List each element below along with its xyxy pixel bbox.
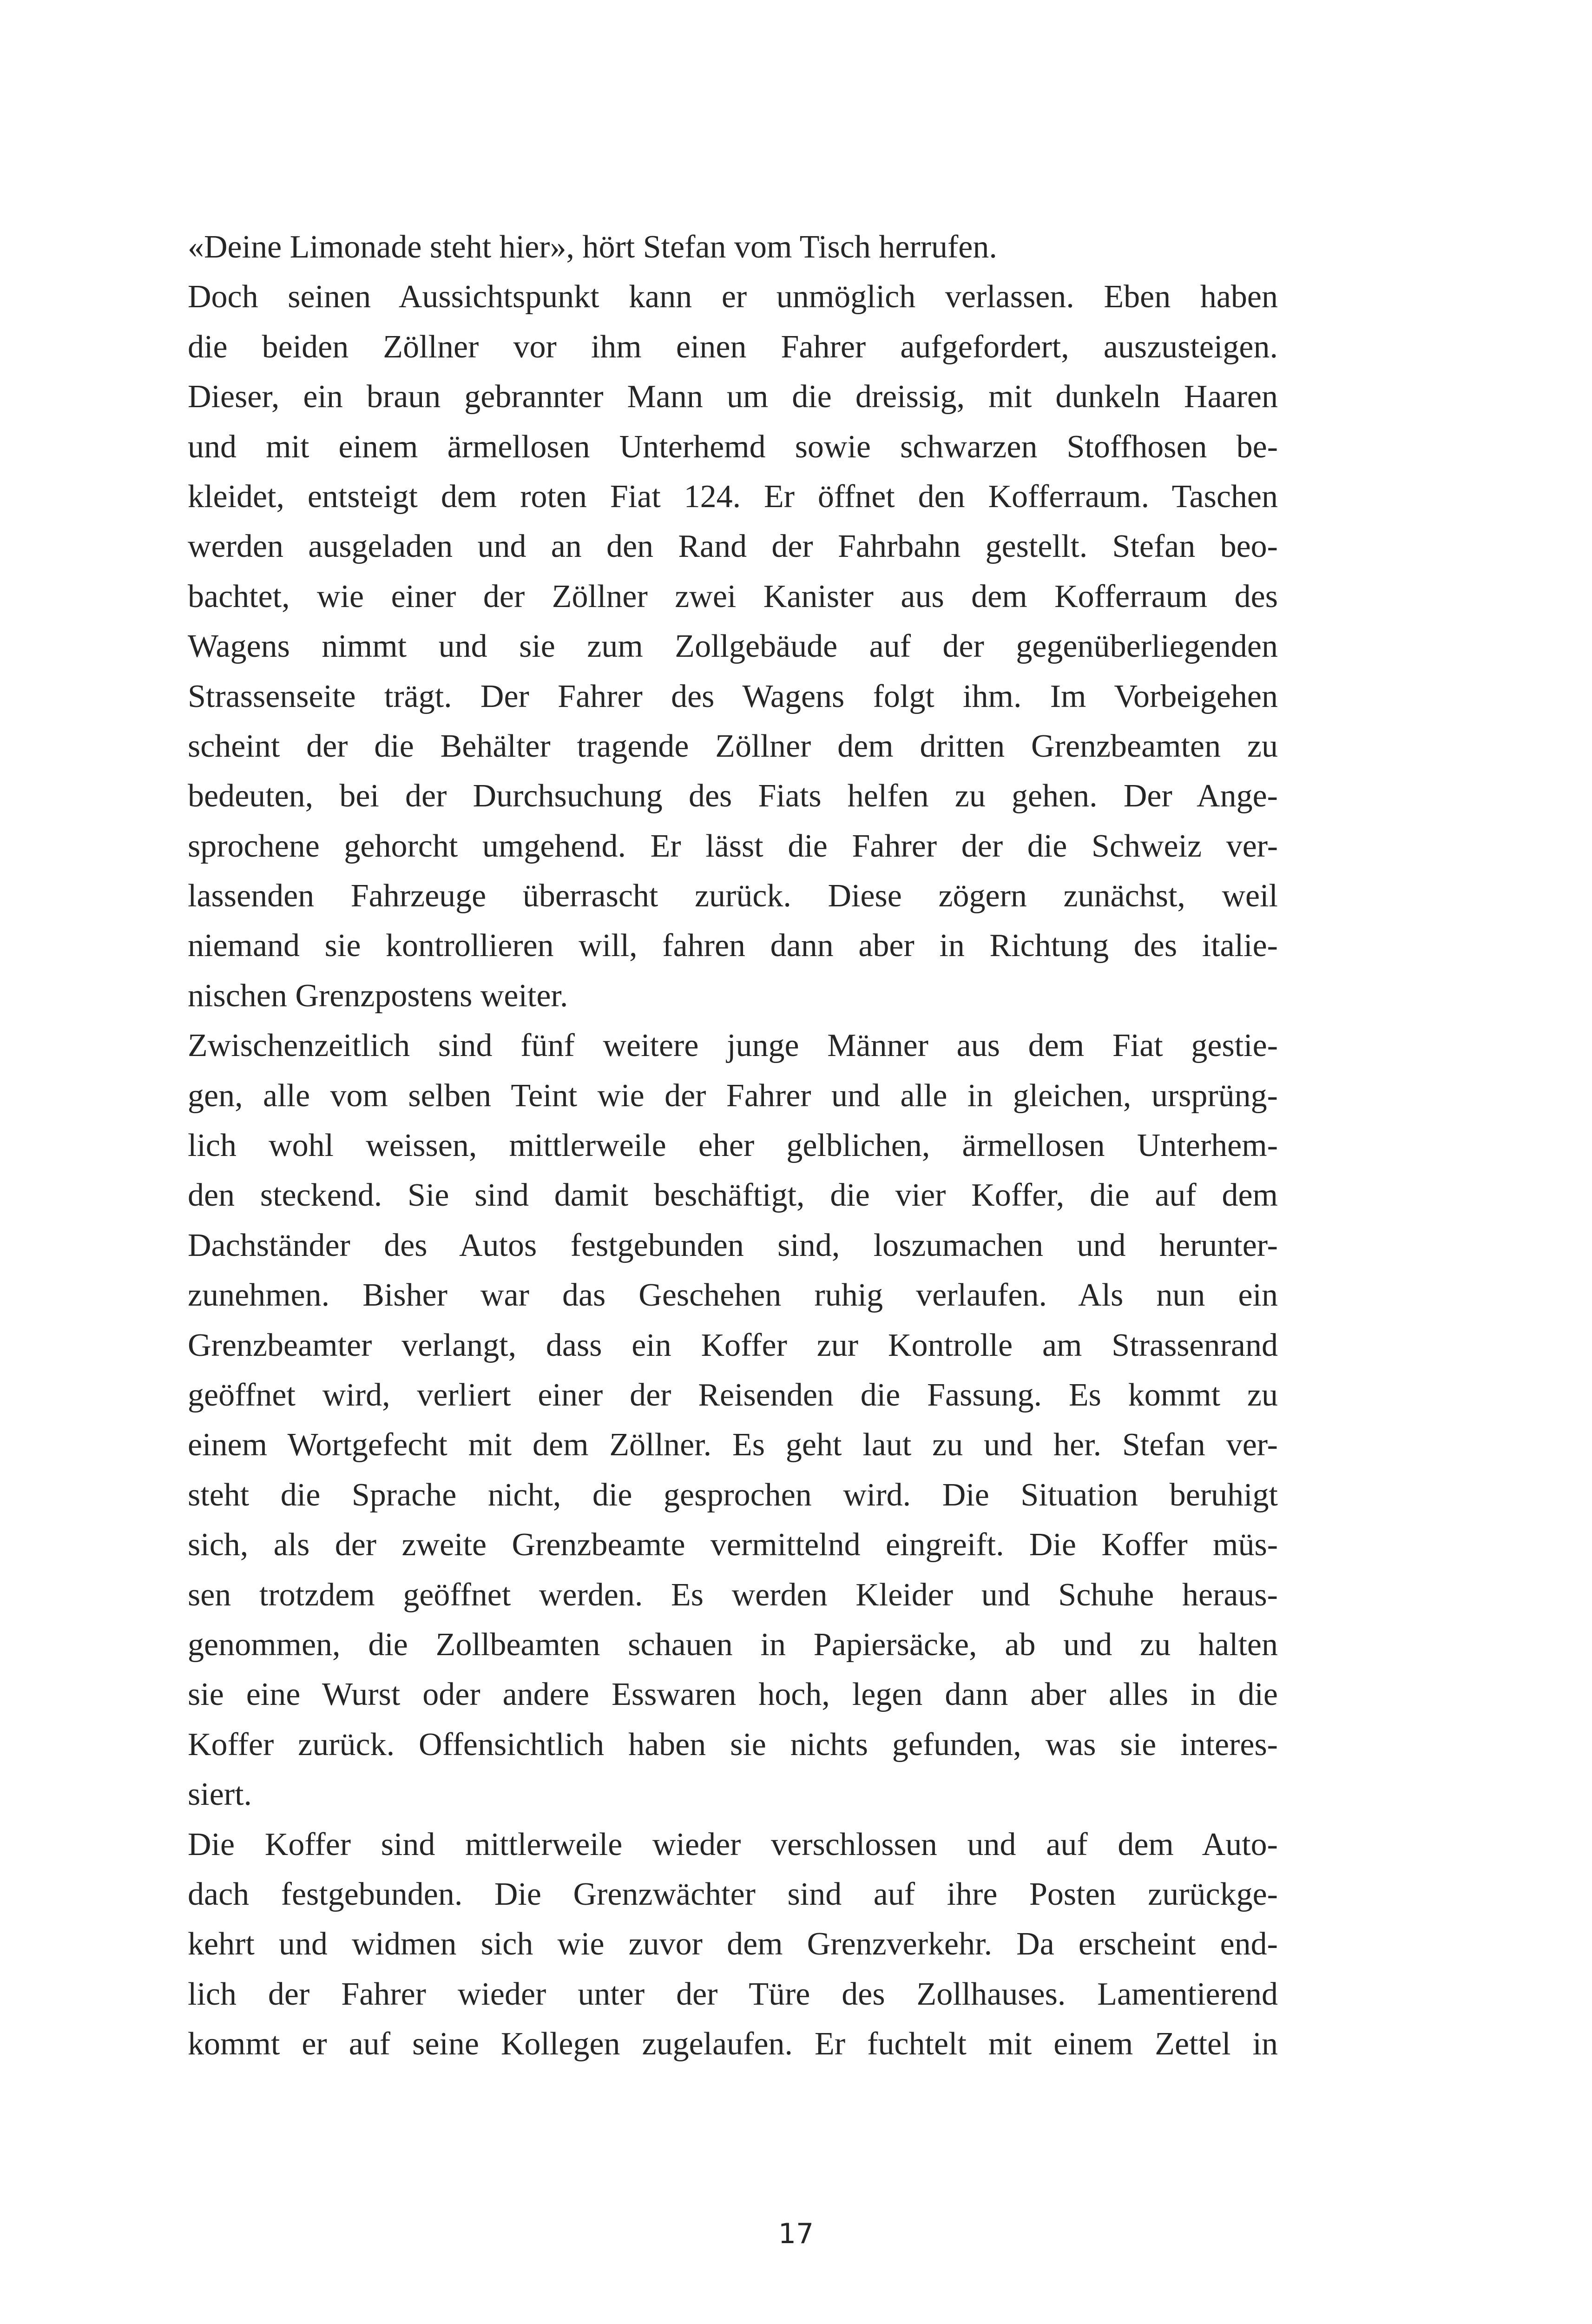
text-line: zunehmen. Bisher war das Geschehen ruhig verlaufen. Als nun ein	[188, 1277, 1278, 1314]
text-line: kleidet, entsteigt dem roten Fiat 124. Er öffnet den Kofferraum. Taschen	[188, 478, 1278, 515]
paragraph	[188, 222, 1278, 272]
text-line: Zwischenzeitlich sind fünf weitere junge Männer aus dem Fiat gestie-	[188, 1028, 1278, 1064]
text-line: bachtet, wie einer der Zöllner zwei Kanister aus dem Kofferraum des	[188, 578, 1278, 614]
paragraph	[188, 1820, 1278, 2069]
text-line: Dieser, ein braun gebrannter Mann um die dreissig, mit dunkeln Haaren	[188, 379, 1278, 415]
text-line: siert.	[188, 1776, 252, 1813]
paragraph	[188, 1021, 1278, 1819]
text-line: einem Wortgefecht mit dem Zöllner. Es geht laut zu und her. Stefan ver-	[188, 1427, 1278, 1463]
text-line: sen trotzdem geöffnet werden. Es werden Kleider und Schuhe heraus-	[188, 1577, 1278, 1613]
text-line: sie eine Wurst oder andere Esswaren hoch, legen dann aber alles in die	[188, 1677, 1278, 1713]
text-line: kommt er auf seine Kollegen zugelaufen. Er fuchtelt mit einem Zettel in	[188, 2026, 1278, 2062]
text-line: gen, alle vom selben Teint wie der Fahrer und alle in gleichen, ursprüng-	[188, 1077, 1278, 1114]
text-line: bedeuten, bei der Durchsuchung des Fiats helfen zu gehen. Der Ange-	[188, 778, 1278, 814]
text-line: werden ausgeladen und an den Rand der Fahrbahn gestellt. Stefan beo-	[188, 528, 1278, 565]
page-number: 17	[778, 2218, 814, 2250]
text-line: Wagens nimmt und sie zum Zollgebäude auf der gegenüberliegenden	[188, 628, 1278, 665]
text-line: Doch seinen Aussichtspunkt kann er unmöglich verlassen. Eben haben	[188, 279, 1278, 315]
text-line: Koffer zurück. Offensichtlich haben sie nichts gefunden, was sie interes-	[188, 1726, 1278, 1763]
body-text	[188, 222, 1278, 2069]
text-line: scheint der die Behälter tragende Zöllner dem dritten Grenzbeamten zu	[188, 728, 1278, 764]
text-line: nischen Grenzpostens weiter.	[188, 977, 568, 1014]
text-line: Dachständer des Autos festgebunden sind, loszumachen und herunter-	[188, 1227, 1278, 1263]
text-line: den steckend. Sie sind damit beschäftigt, die vier Koffer, die auf dem	[188, 1177, 1278, 1214]
text-line: lich wohl weissen, mittlerweile eher gelblichen, ärmellosen Unterhem-	[188, 1128, 1278, 1164]
text-line: Strassenseite trägt. Der Fahrer des Wagens folgt ihm. Im Vorbeigehen	[188, 678, 1278, 714]
text-line: Die Koffer sind mittlerweile wieder verschlossen und auf dem Auto-	[188, 1826, 1278, 1862]
text-line: lich der Fahrer wieder unter der Türe des Zollhauses. Lamentierend	[188, 1976, 1278, 2012]
text-line: und mit einem ärmellosen Unterhemd sowie schwarzen Stoffhosen be-	[188, 429, 1278, 465]
text-line: sprochene gehorcht umgehend. Er lässt die Fahrer der die Schweiz ver-	[188, 828, 1278, 864]
text-line: genommen, die Zollbeamten schauen in Papiersäcke, ab und zu halten	[188, 1626, 1278, 1663]
text-line: Grenzbeamter verlangt, dass ein Koffer zur Kontrolle am Strassenrand	[188, 1327, 1278, 1363]
text-line: dach festgebunden. Die Grenzwächter sind auf ihre Posten zurückge-	[188, 1876, 1278, 1912]
paragraph	[188, 272, 1278, 1021]
text-line: «Deine Limonade steht hier», hört Stefan vom Tisch herrufen.	[188, 229, 997, 265]
text-line: niemand sie kontrollieren will, fahren dann aber in Richtung des italie-	[188, 928, 1278, 964]
text-line: sich, als der zweite Grenzbeamte vermittelnd eingreift. Die Koffer müs-	[188, 1527, 1278, 1563]
text-line: die beiden Zöllner vor ihm einen Fahrer aufgefordert, auszusteigen.	[188, 329, 1278, 365]
text-line: kehrt und widmen sich wie zuvor dem Grenzverkehr. Da erscheint end-	[188, 1926, 1278, 1962]
text-line: geöffnet wird, verliert einer der Reisenden die Fassung. Es kommt zu	[188, 1377, 1278, 1413]
text-line: lassenden Fahrzeuge überrascht zurück. Diese zögern zunächst, weil	[188, 878, 1278, 914]
text-line: steht die Sprache nicht, die gesprochen wird. Die Situation beruhigt	[188, 1477, 1278, 1513]
